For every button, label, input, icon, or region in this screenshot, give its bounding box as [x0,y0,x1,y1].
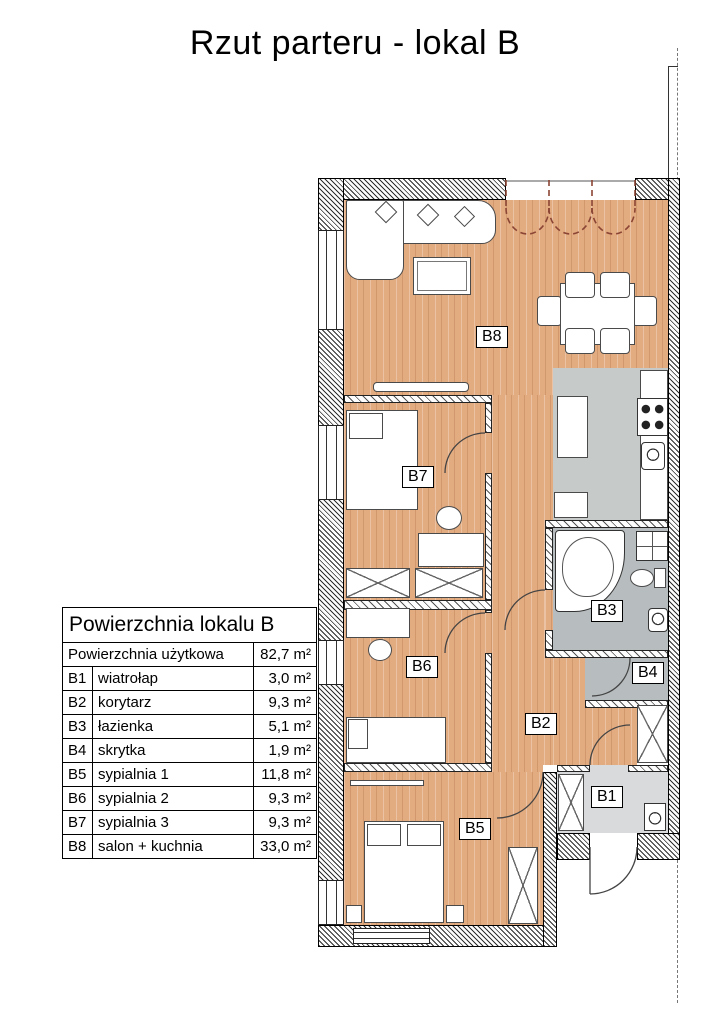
room-area: 9,3 m² [254,811,317,835]
door-threshold [492,763,543,772]
exterior-wall [668,178,680,860]
interior-wall [344,763,492,772]
room-code: B8 [63,835,93,859]
dining-chair [565,272,595,298]
window [318,880,344,925]
table-row [63,667,317,691]
toilet-tank [654,568,666,588]
boundary-dash-top [677,48,678,190]
room-code: B3 [63,715,93,739]
table-row [63,608,317,643]
table-row [63,763,317,787]
table-row [63,691,317,715]
kitchen-island [557,396,588,458]
kitchen-cabinet [554,492,588,518]
door-threshold [485,433,492,473]
bed-pillow [367,824,401,846]
interior-wall [485,610,492,613]
bathroom-sink [648,608,668,632]
summary-value: 82,7 m² [254,643,317,667]
room-name: salon + kuchnia [93,835,254,859]
room-area: 11,8 m² [254,763,317,787]
room-code: B1 [63,667,93,691]
toilet [630,569,654,587]
dining-chair [632,296,657,326]
wardrobe [508,847,538,924]
interior-wall [628,765,668,772]
room-area: 9,3 m² [254,787,317,811]
room-label-b3: B3 [591,600,623,622]
table-row [63,787,317,811]
interior-wall [344,395,492,403]
table-row [63,835,317,859]
table-row [63,811,317,835]
interior-wall [545,520,668,528]
room-label-b6: B6 [406,656,438,678]
room-label-b5: B5 [459,818,491,840]
bed-pillow [348,719,368,749]
window [318,425,344,500]
room-code: B7 [63,811,93,835]
room-area: 33,0 m² [254,835,317,859]
floor-corridor [492,395,553,765]
room-name: wiatrołap [93,667,254,691]
appliance [644,803,666,831]
wardrobe [637,705,668,763]
room-label-b8: B8 [476,326,508,348]
interior-wall [557,765,590,772]
room-name: korytarz [93,691,254,715]
nightstand [346,905,362,923]
desk [418,533,484,567]
washing-machine [636,531,668,561]
window [318,640,344,685]
room-name: łazienka [93,715,254,739]
door-threshold [590,765,628,772]
interior-wall [485,653,492,763]
room-area: 3,0 m² [254,667,317,691]
interior-wall [545,630,553,650]
room-code: B2 [63,691,93,715]
dining-chair [565,328,595,354]
room-area: 9,3 m² [254,691,317,715]
area-table [62,607,317,859]
room-name: skrytka [93,739,254,763]
area-table-title: Powierzchnia lokalu B [63,608,317,643]
exterior-wall [318,178,506,200]
page-title: Rzut parteru - lokal B [189,24,521,62]
bed-pillow [407,824,441,846]
kitchen-sink [641,442,665,470]
wardrobe [346,568,410,598]
room-name: sypialnia 2 [93,787,254,811]
entrance-door-arc [590,847,637,894]
bed-pillow [349,413,383,439]
exterior-wall [543,772,557,947]
coffee-table [413,257,471,295]
stool [436,506,462,530]
interior-wall [485,473,492,600]
door-threshold [485,613,492,653]
stove [637,398,668,436]
window [318,230,344,330]
window [353,928,430,944]
room-label-b4: B4 [632,662,664,684]
floor-plan [318,170,682,1000]
exterior-wall [637,833,680,860]
room-code: B6 [63,787,93,811]
tv-console [373,382,469,392]
floor-corridor [553,700,637,765]
table-row [63,643,317,667]
room-area: 5,1 m² [254,715,317,739]
desk [346,608,410,638]
chair [368,639,392,661]
table-row [63,739,317,763]
room-name: sypialnia 3 [93,811,254,835]
wardrobe [558,774,584,831]
wardrobe [415,568,483,598]
room-name: sypialnia 1 [93,763,254,787]
room-area: 1,9 m² [254,739,317,763]
interior-wall [545,528,553,590]
dining-chair [600,272,630,298]
room-label-b2: B2 [525,713,557,735]
room-code: B5 [63,763,93,787]
dining-chair [537,296,562,326]
interior-wall [485,403,492,433]
table-row [63,715,317,739]
interior-wall [545,650,668,658]
neighbour-wall-line [668,66,669,178]
dining-chair [600,328,630,354]
room-label-b1: B1 [591,786,623,808]
room-label-b7: B7 [402,466,434,488]
bathtub-basin [562,537,614,597]
summary-label: Powierzchnia użytkowa [63,643,254,667]
door-threshold [545,590,553,630]
nightstand [446,905,464,923]
room-code: B4 [63,739,93,763]
exterior-wall [557,833,590,860]
radiator [350,780,424,786]
